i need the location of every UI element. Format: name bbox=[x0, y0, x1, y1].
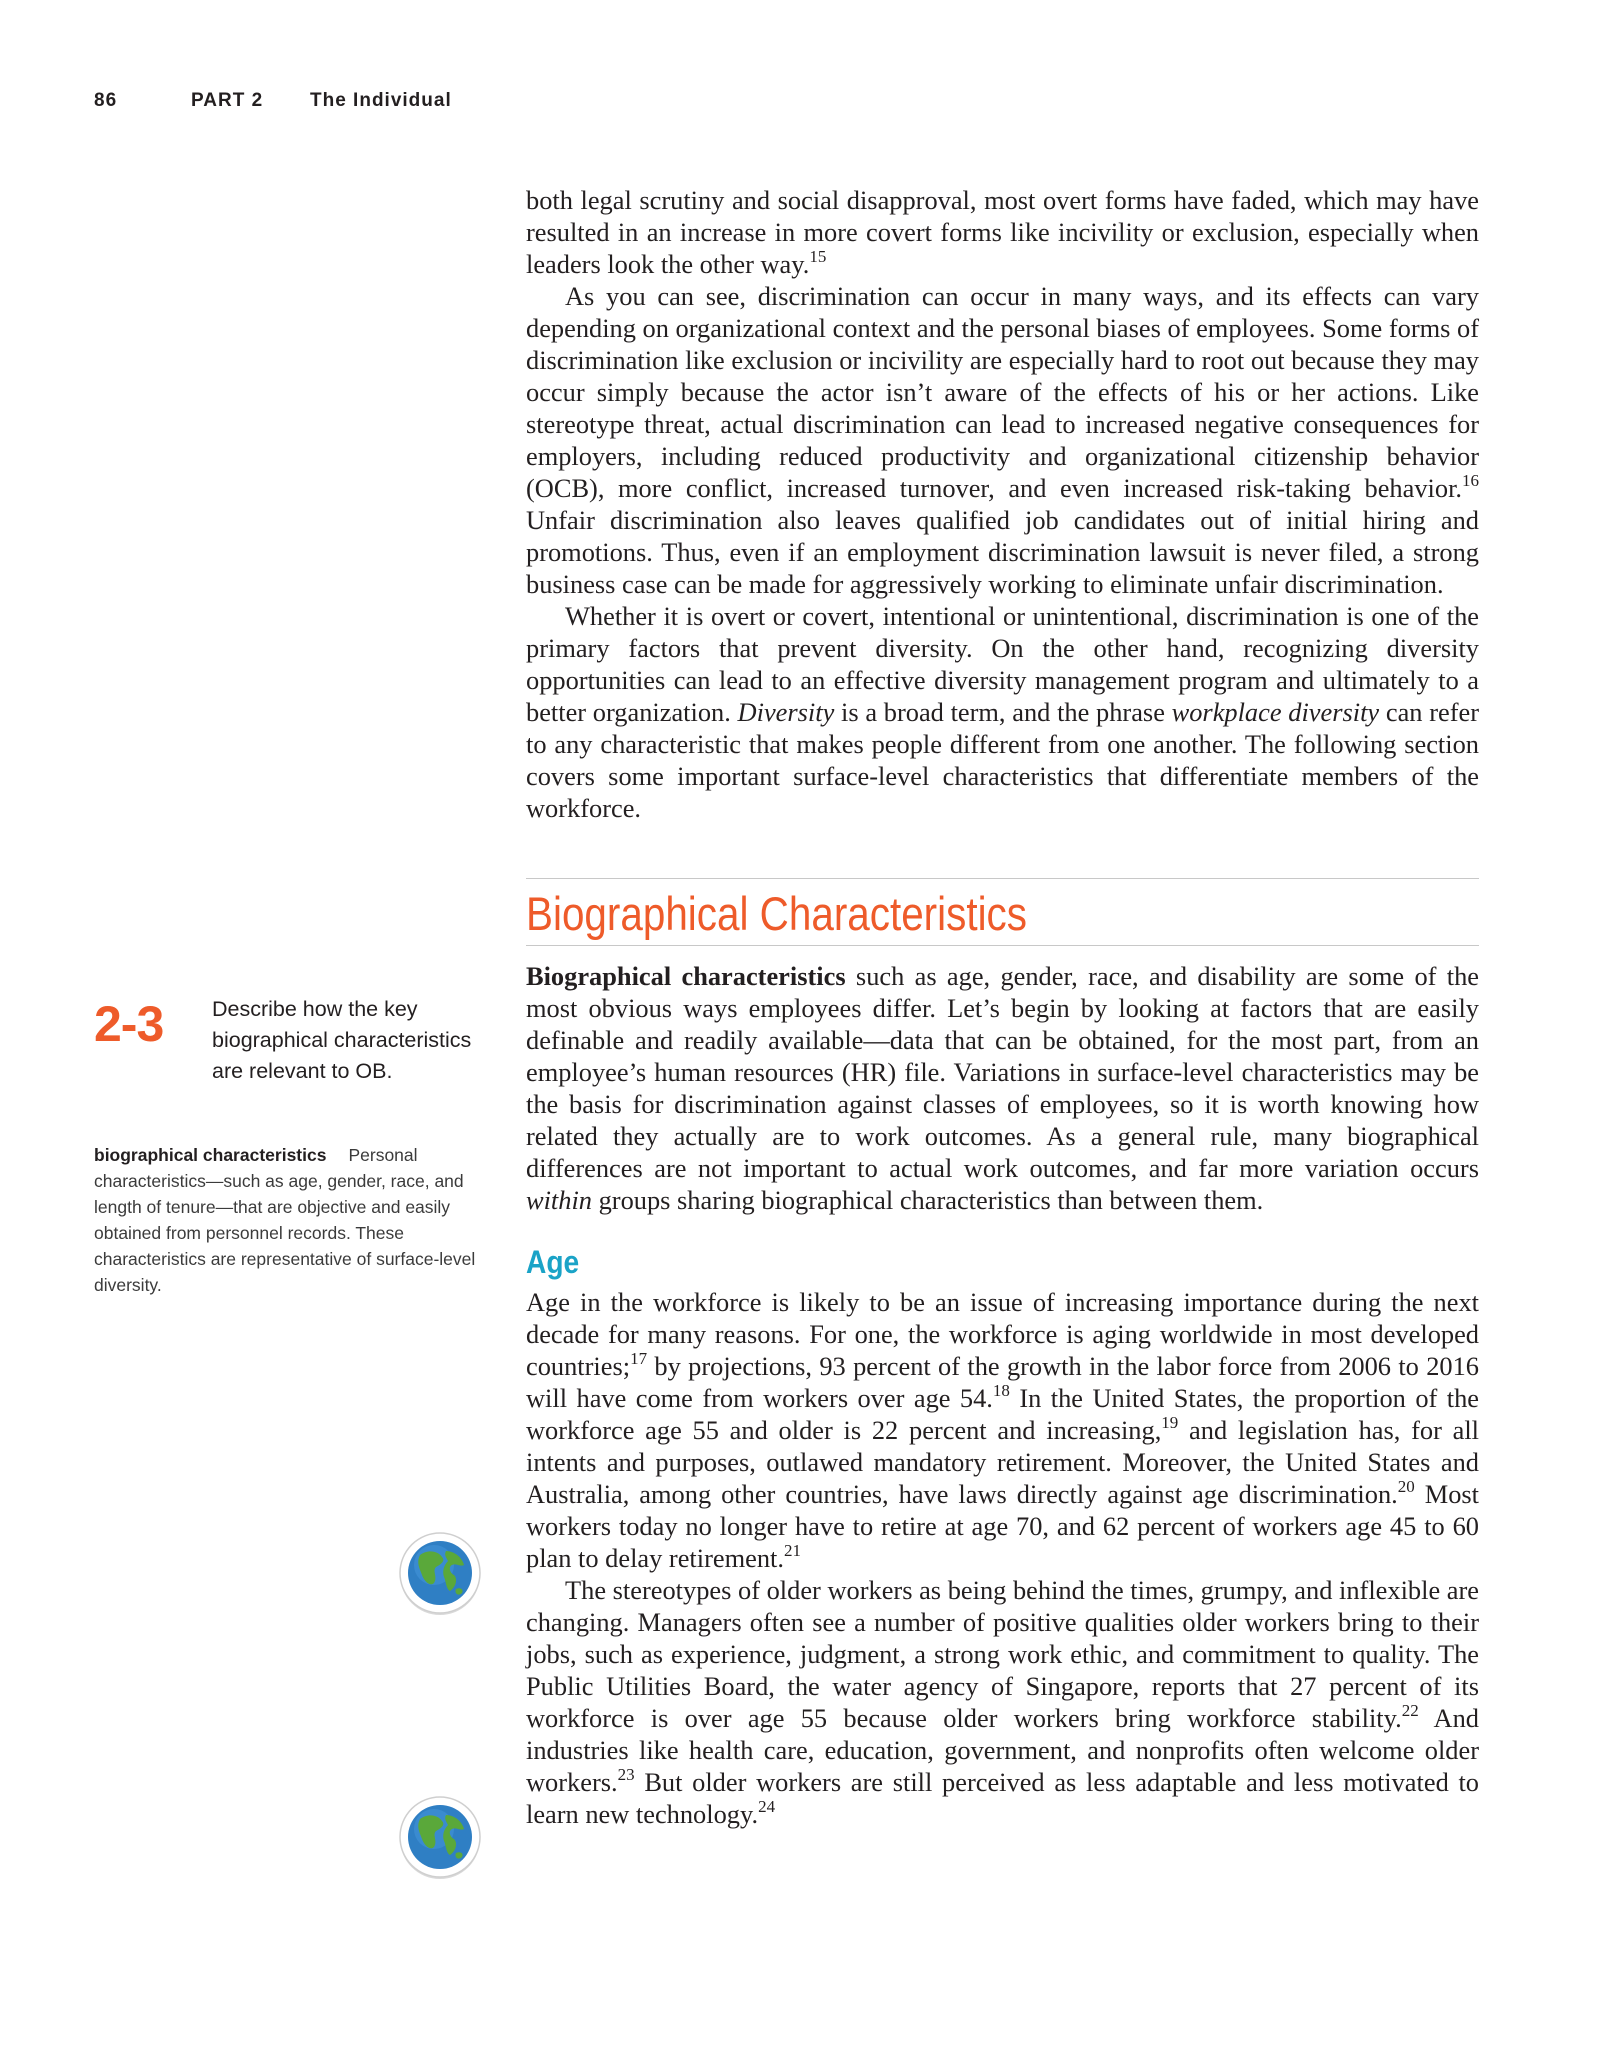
paragraph: The stereotypes of older workers as being behind the times, grumpy, and inflexible are changing. Managers often see a number of positive qualities older workers bring to their jobs, such as experience, judgment, a strong work ethic, and commitment to quality. The Public Utilities Board, the water agency of Singapore, reports that 27 percent of its workforce is over age 55 because older workers bring workforce stability.$^{22}$ And industries like health care, education, government, and nonprofits often welcome older workers.$^{23}$ But older workers are still perceived as less adaptable and less motivated to learn new technology.$^{24}$ bbox=[526, 1575, 1480, 1829]
page-number: 86 bbox=[94, 90, 118, 111]
subsection-heading: Age bbox=[526, 1244, 580, 1280]
globe-icon bbox=[398, 1795, 482, 1879]
glossary-term: biographical characteristics bbox=[94, 1145, 327, 1165]
paragraph: As you can see, discrimination can occur in many ways, and its effects can vary depending on organizational context and the personal biases of employees. Some forms of discrimination like exclusion or incivility are especially hard to root out because they may occur simply because the actor isn’t aware of the effects of his or her actions. Like stereotype threat, actual discrimination can lead to increased negative consequences for employers, including reduced productivity and organizational citizenship behavior (OCB), more conflict, increased turnover, and even increased risk-taking behavior.$^{16}$ Unfair discrimination also leaves qualified job candidates out of initial hiring and promotions. Thus, even if an employment discrimination lawsuit is never filed, a strong business case can be made for aggressively working to eliminate unfair discrimination. bbox=[526, 281, 1479, 599]
part-title: The Individual bbox=[310, 90, 452, 111]
part-label: PART 2 bbox=[191, 90, 264, 111]
glossary-text: Personal characteristics—such as age, gender, race, and length of tenure—that are objective and easily obtained from personnel records. These characteristics are representative of surface-level diversity. bbox=[94, 1145, 476, 1295]
globe-icon bbox=[398, 1531, 482, 1615]
learning-objective-text: Describe how the key biographical characteristics are relevant to OB. bbox=[212, 997, 472, 1083]
paragraph: Age in the workforce is likely to be an issue of increasing importance during the next decade for many reasons. For one, the workforce is aging worldwide in most developed countries;$^{17}$ by projections, 93 percent of the growth in the labor force from 2006 to 2016 will have come from workers over age 54.18 In the United States, the proportion of the workforce age 55 and older is 22 percent and increasing,$^{19}$ and legislation has, for all intents and purposes, outlawed mandatory retirement. Moreover, the United States and Australia, among other countries, have laws directly against age discrimination.$^{20}$ Most workers today no longer have to retire at age 70, and 62 percent of workers age 45 to 60 plan to delay retirement.$^{21}$ bbox=[526, 1287, 1480, 1573]
section-rule-top bbox=[526, 878, 1479, 879]
section-heading: Biographical Characteristics bbox=[526, 887, 1027, 940]
footnote-ref: 15 bbox=[809, 247, 827, 266]
learning-objective-number: 2-3 bbox=[94, 996, 164, 1052]
section-rule-bottom bbox=[526, 945, 1479, 946]
glossary-definition bbox=[94, 1142, 484, 1298]
paragraph: Whether it is overt or covert, intentional or unintentional, discrimination is one of the primary factors that prevent diversity. On the other hand, recognizing diversity opportunities can lead to an effective diversity management program and ultimately to a better organization. Diversity is a broad term, and the phrase workplace diversity can refer to any characteristic that makes people different from one another. The following section covers some important surface-level characteristics that differentiate members of the workforce. bbox=[526, 601, 1480, 823]
paragraph: both legal scrutiny and social disapproval, most overt forms have faded, which may have resulted in an increase in more covert forms like incivility or exclusion, especially when leaders look the other way.$^{15}$ bbox=[526, 185, 1479, 279]
paragraph: Biographical characteristics such as age, gender, race, and disability are some of the most obvious ways employees differ. Let’s begin by looking at factors that are easily definable and readily available—data that can be obtained, for the most part, from an employee’s human resources (HR) file. Variations in surface-level characteristics may be the basis for discrimination against classes of employees, so it is worth knowing how related they actually are to work outcomes. As a general rule, many biographical differences are not important to actual work outcomes, and far more variation occurs within groups sharing biographical characteristics than between them. bbox=[526, 961, 1479, 1215]
footnote-ref: 16 bbox=[1462, 471, 1479, 490]
main-column bbox=[526, 184, 1479, 1830]
